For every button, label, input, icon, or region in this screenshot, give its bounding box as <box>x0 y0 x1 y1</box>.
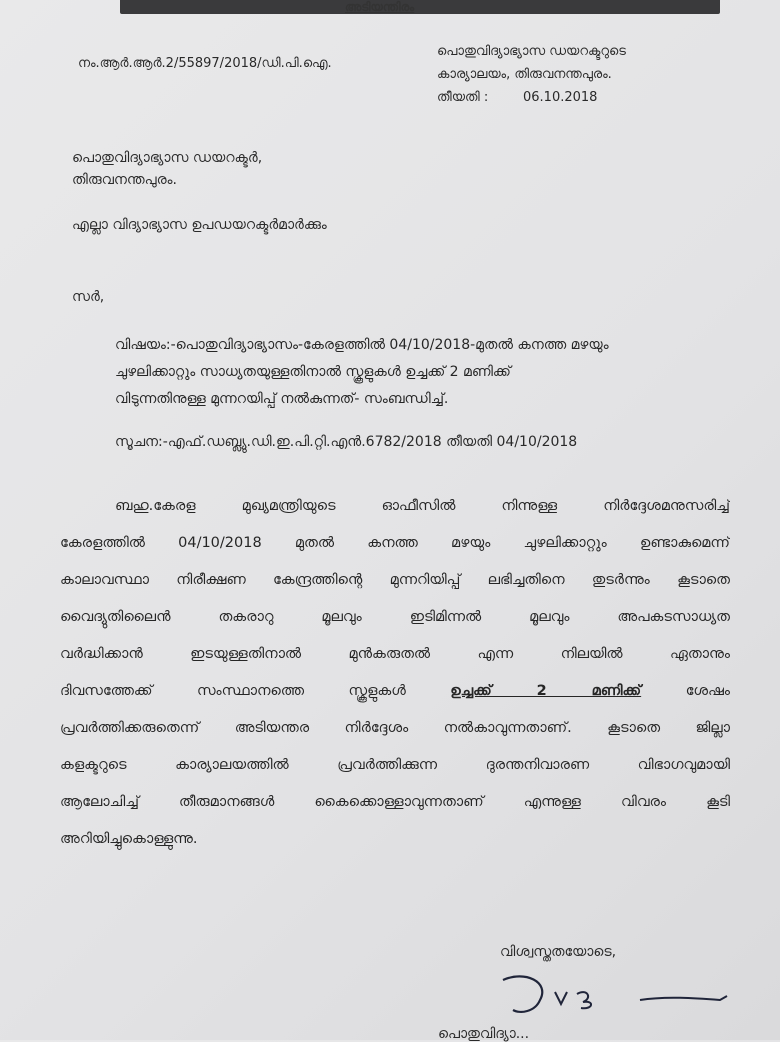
from-line-2: തിരുവനന്തപുരം. <box>72 172 177 188</box>
body-line-2: കേരളത്തിൽ 04/10/2018 മുതൽ കനത്ത മഴയും ചുഴലിക്കാറ്റും ഉണ്ടാകുമെന്ന് <box>60 535 730 551</box>
scan-top-shadow <box>120 0 720 14</box>
subject-line-3: വിടുന്നതിനുള്ള മുന്നറയിപ്പ് നൽകുന്നത്- സംബന്ധിച്ച്. <box>115 391 449 407</box>
body-line-6a: ദിവസത്തേക്ക് സംസ്ഥാനത്തെ സ്കൂളുകൾ <box>60 683 406 699</box>
urgent-heading: അടിയന്തിരം <box>345 0 415 14</box>
subject-line-1: വിഷയം:-പൊതുവിദ്യാഭ്യാസം-കേരളത്തിൽ 04/10/2018-മുതൽ കനത്ത മഴയും <box>115 337 609 353</box>
salutation: സർ, <box>72 289 105 305</box>
closing: വിശ്വസ്തതയോടെ, <box>500 944 617 960</box>
body-line-9: ആലോചിച്ച് തീരുമാനങ്ങൾ കൈക്കൊള്ളാവുന്നതാണ് എന്നുള്ള വിവരം കൂടി <box>60 794 730 810</box>
date-value: 06.10.2018 <box>523 90 598 105</box>
body-line-4: വൈദ്യുതിലൈൻ തകരാറു മൂലവും ഇടിമിന്നൽ മൂലവും അപകടസാധ്യത <box>60 609 730 625</box>
office-line-1: പൊതുവിദ്യാഭ്യാസ ഡയറക്ടറുടെ <box>437 44 626 59</box>
reference-number: നം.ആർ.ആർ.2/55897/2018/ഡി.പി.ഐ. <box>78 56 332 71</box>
body-line-5: വർദ്ധിക്കാൻ ഇടയുള്ളതിനാൽ മുൻകരുതൽ എന്ന നിലയിൽ ഏതാനും <box>60 646 730 662</box>
body-line-7: പ്രവർത്തിക്കരുതെന്ന് അടിയന്തര നിർദ്ദേശം നൽകാവുന്നതാണ്. കൂടാതെ ജില്ലാ <box>60 720 730 736</box>
subject-block <box>115 332 735 413</box>
body-line-8: കളക്ടറുടെ കാര്യാലയത്തിൽ പ്രവർത്തിക്കുന്ന ദുരന്തനിവാരണ വിഭാഗവുമായി <box>60 757 730 773</box>
subject-line-2: ചുഴലിക്കാറ്റും സാധ്യതയുള്ളതിനാൽ സ്കൂളുകൾ ഉച്ചക്ക് 2 മണിക്ക് <box>115 364 511 380</box>
signatory-partial: പൊതുവിദ്യാ... <box>438 1026 530 1042</box>
date-label: തീയതി : <box>437 90 489 105</box>
body-line-3: കാലാവസ്ഥാ നിരീക്ഷണ കേന്ദ്രത്തിന്റെ മുന്നറിയിപ്പ് ലഭിച്ചതിനെ തുടർന്നും കൂടാതെ <box>60 572 730 588</box>
body-line-6c: ശേഷം <box>685 683 730 699</box>
recipient-line: എല്ലാ വിദ്യാഭ്യാസ ഉപഡയറക്ടർമാർക്കും <box>72 217 327 233</box>
from-line-1: പൊതുവിദ്യാഭ്യാസ ഡയറക്ടർ, <box>72 150 263 166</box>
reference-note: സൂചന:-എഫ്.ഡബ്ല്യു.ഡി.ഇ.പി.റ്റി.എൻ.6782/2018 തീയതി 04/10/2018 <box>115 434 578 450</box>
signature <box>495 970 735 1020</box>
office-line-2: കാര്യാലയം, തിരുവനന്തപുരം. <box>437 67 612 82</box>
body-paragraph <box>60 488 730 858</box>
body-line-1: ബഹു.കേരള മുഖ്യമന്ത്രിയുടെ ഓഫീസിൽ നിന്നുള്ള നിർദ്ദേശമനുസരിച്ച് <box>115 498 730 514</box>
highlighted-time: ഉച്ചക്ക് 2 മണിക്ക് <box>450 683 642 699</box>
body-line-6 <box>60 673 730 710</box>
body-line-10: അറിയിച്ചുകൊള്ളുന്നു. <box>60 831 198 847</box>
